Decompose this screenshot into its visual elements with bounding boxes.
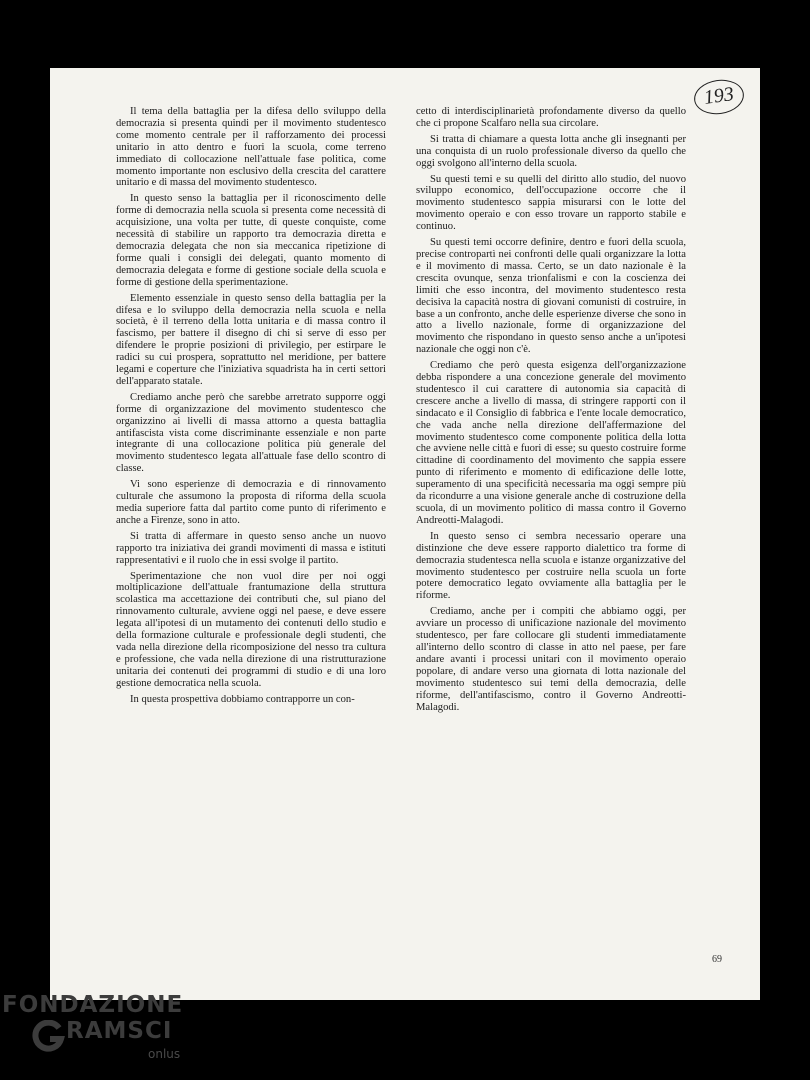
logo-line-2: RAMSCI bbox=[66, 1018, 173, 1044]
paragraph: cetto di interdisciplinarietà profondamente diverso da quello che ci propone Scalfaro nella sua circolare. bbox=[416, 106, 686, 129]
paragraph: In questo senso ci sembra necessario operare una distinzione che deve essere rapporto dialettico tra forme di democrazia studentesca nella scuola e istanze organizzative del movimento studentesco per costruire nella scuola un forte potere democratico legato ovviamente alla battaglia per le riforme. bbox=[416, 530, 686, 602]
right-column bbox=[416, 106, 686, 717]
logo-line-3: onlus bbox=[148, 1047, 181, 1061]
page-number: 69 bbox=[712, 954, 722, 965]
paragraph: Il tema della battaglia per la difesa dello sviluppo della democrazia si presenta quindi per il movimento studentesco come momento centrale per il rafforzamento dei processi unitario in atto dentro e fuori la scuola, come terreno immediato di collocazione nell'attuale fase politica, come momento importante non esclusivo della crescita del carattere unitario e di massa del movimento studentesco. bbox=[116, 106, 386, 189]
paragraph: In questa prospettiva dobbiamo contrapporre un con- bbox=[130, 693, 355, 705]
paragraph: Su questi temi occorre definire, dentro e fuori della scuola, precise contropartì nei confronti delle quali organizzare la lotta e il movimento di massa. Certo, se un dato nazionale è la crescita ovunque, senza trionfalismi e con la coscienza dei limiti che esso incontra, del movimento studentesco resta decisiva la capacità nostra di giovani comunisti di costruire, in base a un confronto, anche delle esperienze diverse che sono in atto a livello nazionale, forme di organizzazione del movimento che rispondano in questo senso anche a un'ipotesi nazionale che oggi non c'è. bbox=[416, 237, 686, 356]
paragraph: Si tratta di chiamare a questa lotta anche gli insegnanti per una conquista di un ruolo professionale diverso da quello che oggi svolgono all'interno della scuola. bbox=[416, 133, 686, 169]
paragraph: In questo senso la battaglia per il riconoscimento delle forme di democrazia nella scuola si presenta come necessità di acquisizione, una volta per tutte, di queste conquiste, come necessità di stabilire un rapporto tra democrazia diretta e democrazia delegata che non sia meccanica ripetizione di forme quali i consigli dei delegati, quanto momento di democrazia delegata e forme di gestione sociale della scuola e forme di gestione della sperimentazione. bbox=[116, 193, 386, 288]
paragraph: Crediamo, anche per i compiti che abbiamo oggi, per avviare un processo di unificazione nazionale del movimento studentesco, per fare collocare gli studenti immediatamente all'interno dello scontro di classe in atto nel paese, per fare andare avanti i processi unitari con il movimento operaio popolare, di andare verso una giornata di lotta nazionale del movimento studentesco sui temi della democrazia, delle riforme, dell'antifascismo, contro il Governo Andreotti-Malagodi. bbox=[416, 606, 686, 713]
document-page bbox=[50, 68, 760, 1000]
fondazione-gramsci-logo bbox=[2, 990, 202, 1080]
paragraph: Crediamo che però questa esigenza dell'organizzazione debba rispondere a una concezione generale del movimento studentesco il cui carattere di autonomia sia capacità di crescere anche a livello di massa, di stringere rapporti con il sindacato e il Consiglio di fabbrica e l'ente locale democratico, che vada anche nella direzione dell'affermazione del movimento studentesco come componente politica della lotta che avviene nelle città e fuori di esse; su questo costruire forme cittadine di coordinamento del movimento che sappia essere punto di riferimento e momento di edificazione delle lotte, superamento di una specificità necessaria ma oggi sempre più da ricondurre a una visione generale anche di costruzione della scuola, di un movimento politico di massa contro il Governo Andreotti-Malagodi. bbox=[416, 360, 686, 526]
paragraph: Vi sono esperienze di democrazia e di rinnovamento culturale che assumono la proposta di riforma della scuola media superiore fatta dal partito come punto di riferimento e anche a Firenze, sono in atto. bbox=[116, 479, 386, 526]
paragraph: Sperimentazione che non vuol dire per noi oggi moltiplicazione dell'attuale frantumazione della struttura scolastica ma accettazione dei contributi che, sul piano del rinnovamento culturale, avviene oggi nel paese, e deve essere legata all'ipotesi di un mutamento dei contenuti dello studio e della formazione culturale e professionale degli studenti, che vada nella direzione della ricomposizione del nesso tra cultura e professione, che vada nella direzione di una ristrutturazione unitaria dei contenuti dei programmi di studio e di una loro gestione democratica nella scuola. bbox=[116, 570, 386, 689]
logo-line-1: FONDAZIONE bbox=[2, 992, 184, 1018]
paragraph: Si tratta di affermare in questo senso anche un nuovo rapporto tra iniziativa dei grandi movimenti di massa e istituti rappresentativi e il ruolo che in essi svolge il partito. bbox=[116, 530, 386, 566]
paragraph: Elemento essenziale in questo senso della battaglia per la difesa e lo sviluppo della democrazia nella scuola e nella società, è il terreno della lotta unitaria e di massa contro il fascismo, per battere il disegno di chi si serve di esso per difendere le proprie posizioni di privilegio, per estirpare le radici su cui prospera, soprattutto nel meridione, per battere legami e coperture che l'iniziativa squadrista ha in certi settori dell'apparato statale. bbox=[116, 292, 386, 387]
archive-number-stamp: 193 bbox=[692, 77, 746, 118]
left-column bbox=[116, 106, 386, 710]
paragraph: Su questi temi e su quelli del diritto allo studio, del nuovo sviluppo economico, dell'occupazione occorre che il movimento studentesco sappia misurarsi con le lotte del movimento operaio e con esso trovare un rapporto stabile e continuo. bbox=[416, 173, 686, 233]
logo-g-mark-icon bbox=[32, 1020, 66, 1054]
paragraph: Crediamo anche però che sarebbe arretrato supporre oggi forme di organizzazione del movimento studentesco che organizzino ai livelli di massa attorno a questa battaglia antifascista vista come discriminante essenziale e non parte integrante di una collocazione politica più generale del movimento studentesco legata all'attuale fase dello scontro di classe. bbox=[116, 391, 386, 475]
